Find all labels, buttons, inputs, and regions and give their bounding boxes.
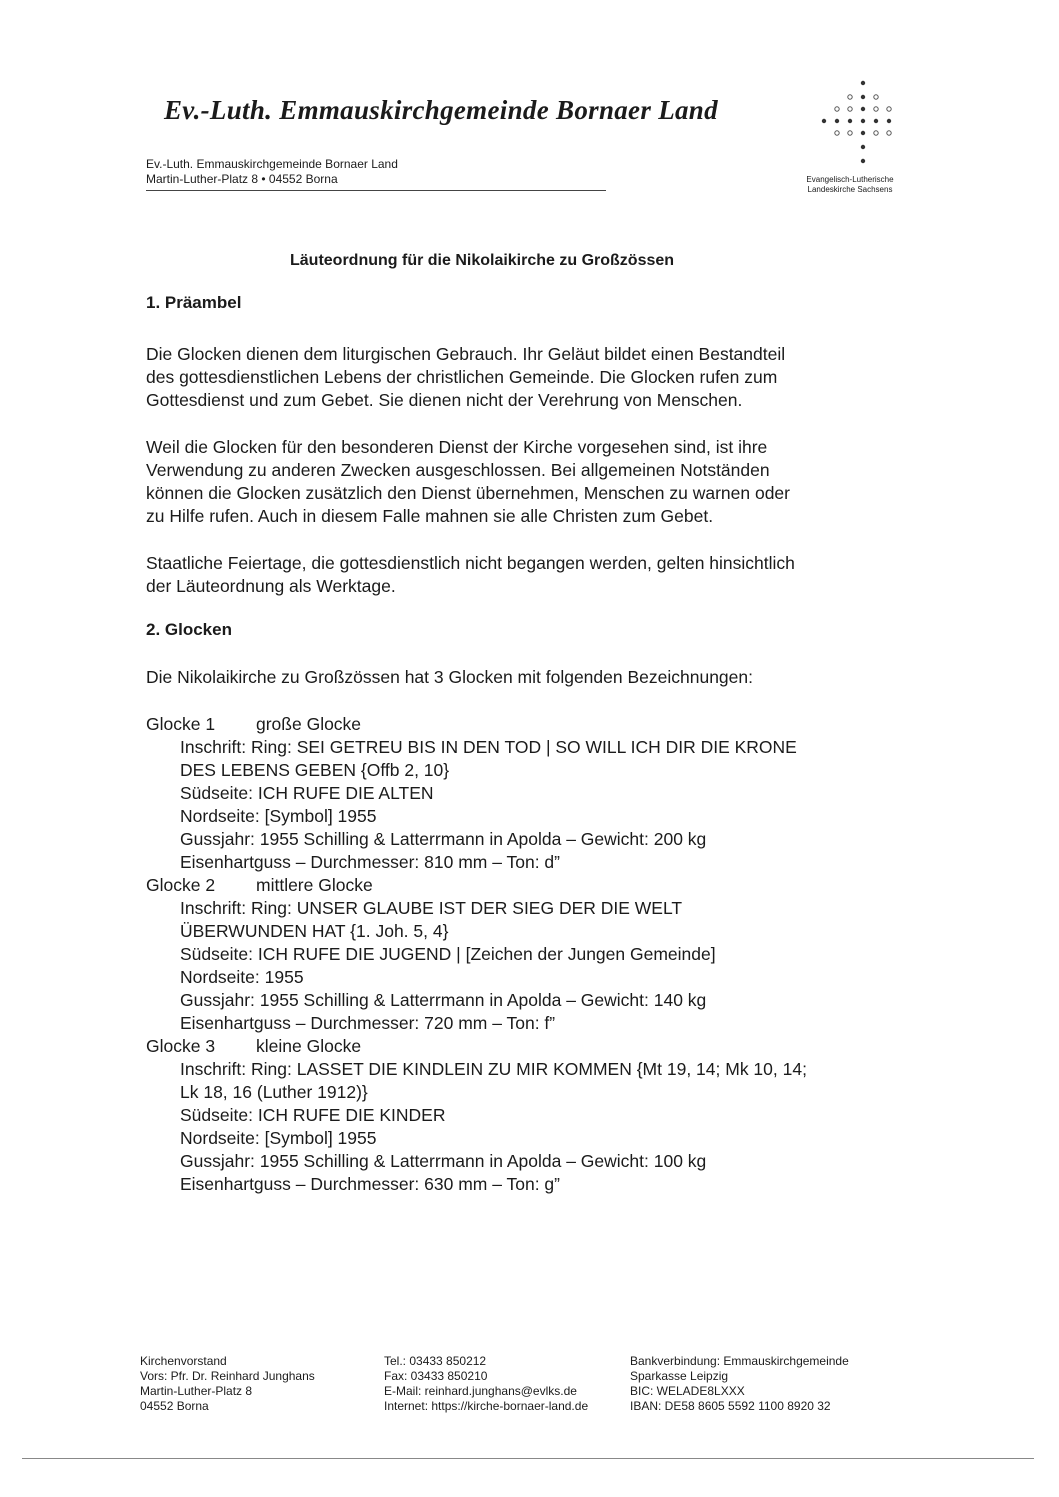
text-line: Die Nikolaikirche zu Großzössen hat 3 Glocken mit folgenden Bezeichnungen: <box>146 667 753 687</box>
bell-detail-line: Gussjahr: 1955 Schilling & Latterrmann in Apolda – Gewicht: 140 kg <box>180 990 707 1010</box>
footer-line: Vors: Pfr. Dr. Reinhard Junghans <box>140 1369 315 1383</box>
bell-entry <box>146 874 807 1035</box>
bell-detail-line: Lk 18, 16 (Luther 1912)} <box>180 1082 368 1102</box>
text-line: Verwendung zu anderen Zwecken ausgeschlossen. Bei allgemeinen Notständen <box>146 460 770 480</box>
bell-name: mittlere Glocke <box>256 875 373 895</box>
cross-dots-icon <box>805 75 895 171</box>
sender-divider <box>146 190 606 191</box>
bell-detail-line: Südseite: ICH RUFE DIE JUGEND | [Zeichen der Jungen Gemeinde] <box>180 944 716 964</box>
text-line: des gottesdienstlichen Lebens der christlichen Gemeinde. Die Glocken rufen zum <box>146 367 778 387</box>
bell-detail-line: Eisenhartguss – Durchmesser: 630 mm – Ton: g” <box>180 1174 560 1194</box>
paragraph <box>146 666 916 689</box>
text-line: Die Glocken dienen dem liturgischen Gebrauch. Ihr Geläut bildet einen Bestandteil <box>146 344 786 364</box>
bell-detail-line: Inschrift: Ring: LASSET DIE KINDLEIN ZU MIR KOMMEN {Mt 19, 14; Mk 10, 14; <box>180 1059 807 1079</box>
letterhead-title: Ev.-Luth. Emmauskirchgemeinde Bornaer Land <box>164 95 718 125</box>
footer-email: E-Mail: reinhard.junghans@evlks.de <box>384 1384 577 1398</box>
bell-entry <box>146 1035 807 1196</box>
footer-fax: Fax: 03433 850210 <box>384 1369 488 1383</box>
footer-line: Kirchenvorstand <box>140 1354 227 1368</box>
section-heading-preamble: 1. Präambel <box>146 293 242 312</box>
paragraph <box>146 552 916 598</box>
bell-detail-line: Nordseite: [Symbol] 1955 <box>180 806 377 826</box>
footer-line: Martin-Luther-Platz 8 <box>140 1384 253 1398</box>
bell-name: kleine Glocke <box>256 1036 362 1056</box>
footer-phone: Tel.: 03433 850212 <box>384 1354 487 1368</box>
logo-caption-line: Landeskirche Sachsens <box>807 185 893 194</box>
bell-detail-line: Gussjahr: 1955 Schilling & Latterrmann in Apolda – Gewicht: 100 kg <box>180 1151 707 1171</box>
paragraph <box>146 343 916 412</box>
footer-line: 04552 Borna <box>140 1399 209 1413</box>
bell-number: Glocke 1 <box>146 714 216 734</box>
footer-line: Bankverbindung: Emmauskirchgemeinde <box>630 1354 849 1368</box>
bell-number: Glocke 3 <box>146 1036 216 1056</box>
bell-detail-line: Südseite: ICH RUFE DIE ALTEN <box>180 783 434 803</box>
bell-name: große Glocke <box>256 714 362 734</box>
text-line: Gottesdienst und zum Gebet. Sie dienen nicht der Verehrung von Menschen. <box>146 390 743 410</box>
bell-detail-line: Eisenhartguss – Durchmesser: 720 mm – Ton: f” <box>180 1013 556 1033</box>
bell-detail-line: DES LEBENS GEBEN {Offb 2, 10} <box>180 760 450 780</box>
text-line: der Läuteordnung als Werktage. <box>146 576 396 596</box>
sender-line: Martin-Luther-Platz 8 • 04552 Borna <box>146 172 338 186</box>
bell-list <box>146 713 807 1196</box>
bell-number: Glocke 2 <box>146 875 216 895</box>
bell-detail-line: Gussjahr: 1955 Schilling & Latterrmann in Apolda – Gewicht: 200 kg <box>180 829 707 849</box>
footer-line: BIC: WELADE8LXXX <box>630 1384 745 1398</box>
bell-detail-line: Eisenhartguss – Durchmesser: 810 mm – Ton: d” <box>180 852 560 872</box>
logo-caption <box>790 175 910 195</box>
footer-website: Internet: https://kirche-bornaer-land.de <box>384 1399 589 1413</box>
text-line: können die Glocken zusätzlich den Dienst übernehmen, Menschen zu warnen oder <box>146 483 790 503</box>
text-line: zu Hilfe rufen. Auch in diesem Falle mahnen sie alle Christen zum Gebet. <box>146 506 714 526</box>
bell-detail-line: Nordseite: [Symbol] 1955 <box>180 1128 377 1148</box>
bell-entry <box>146 713 807 874</box>
text-line: Staatliche Feiertage, die gottesdienstlich nicht begangen werden, gelten hinsichtlich <box>146 553 795 573</box>
footer-contact <box>384 1354 588 1414</box>
bottom-divider <box>22 1458 1034 1459</box>
sender-address <box>146 157 398 187</box>
bell-detail-line: Nordseite: 1955 <box>180 967 304 987</box>
bell-detail-line: Südseite: ICH RUFE DIE KINDER <box>180 1105 446 1125</box>
footer-board <box>140 1354 315 1414</box>
footer-line: IBAN: DE58 8605 5592 1100 8920 32 <box>630 1399 831 1413</box>
footer-line: Sparkasse Leipzig <box>630 1369 729 1383</box>
section-heading-bells: 2. Glocken <box>146 620 232 639</box>
footer-bank <box>630 1354 849 1414</box>
document-title: Läuteordnung für die Nikolaikirche zu Großzössen <box>290 252 675 269</box>
church-logo <box>790 75 910 200</box>
text-line: Weil die Glocken für den besonderen Dienst der Kirche vorgesehen sind, ist ihre <box>146 437 768 457</box>
bell-detail-line: ÜBERWUNDEN HAT {1. Joh. 5, 4} <box>180 921 449 941</box>
sender-line: Ev.-Luth. Emmauskirchgemeinde Bornaer Land <box>146 157 398 171</box>
bell-detail-line: Inschrift: Ring: SEI GETREU BIS IN DEN TOD | SO WILL ICH DIR DIE KRONE <box>180 737 797 757</box>
paragraph <box>146 436 916 528</box>
bell-detail-line: Inschrift: Ring: UNSER GLAUBE IST DER SIEG DER DIE WELT <box>180 898 683 918</box>
logo-caption-line: Evangelisch-Lutherische <box>806 175 894 184</box>
